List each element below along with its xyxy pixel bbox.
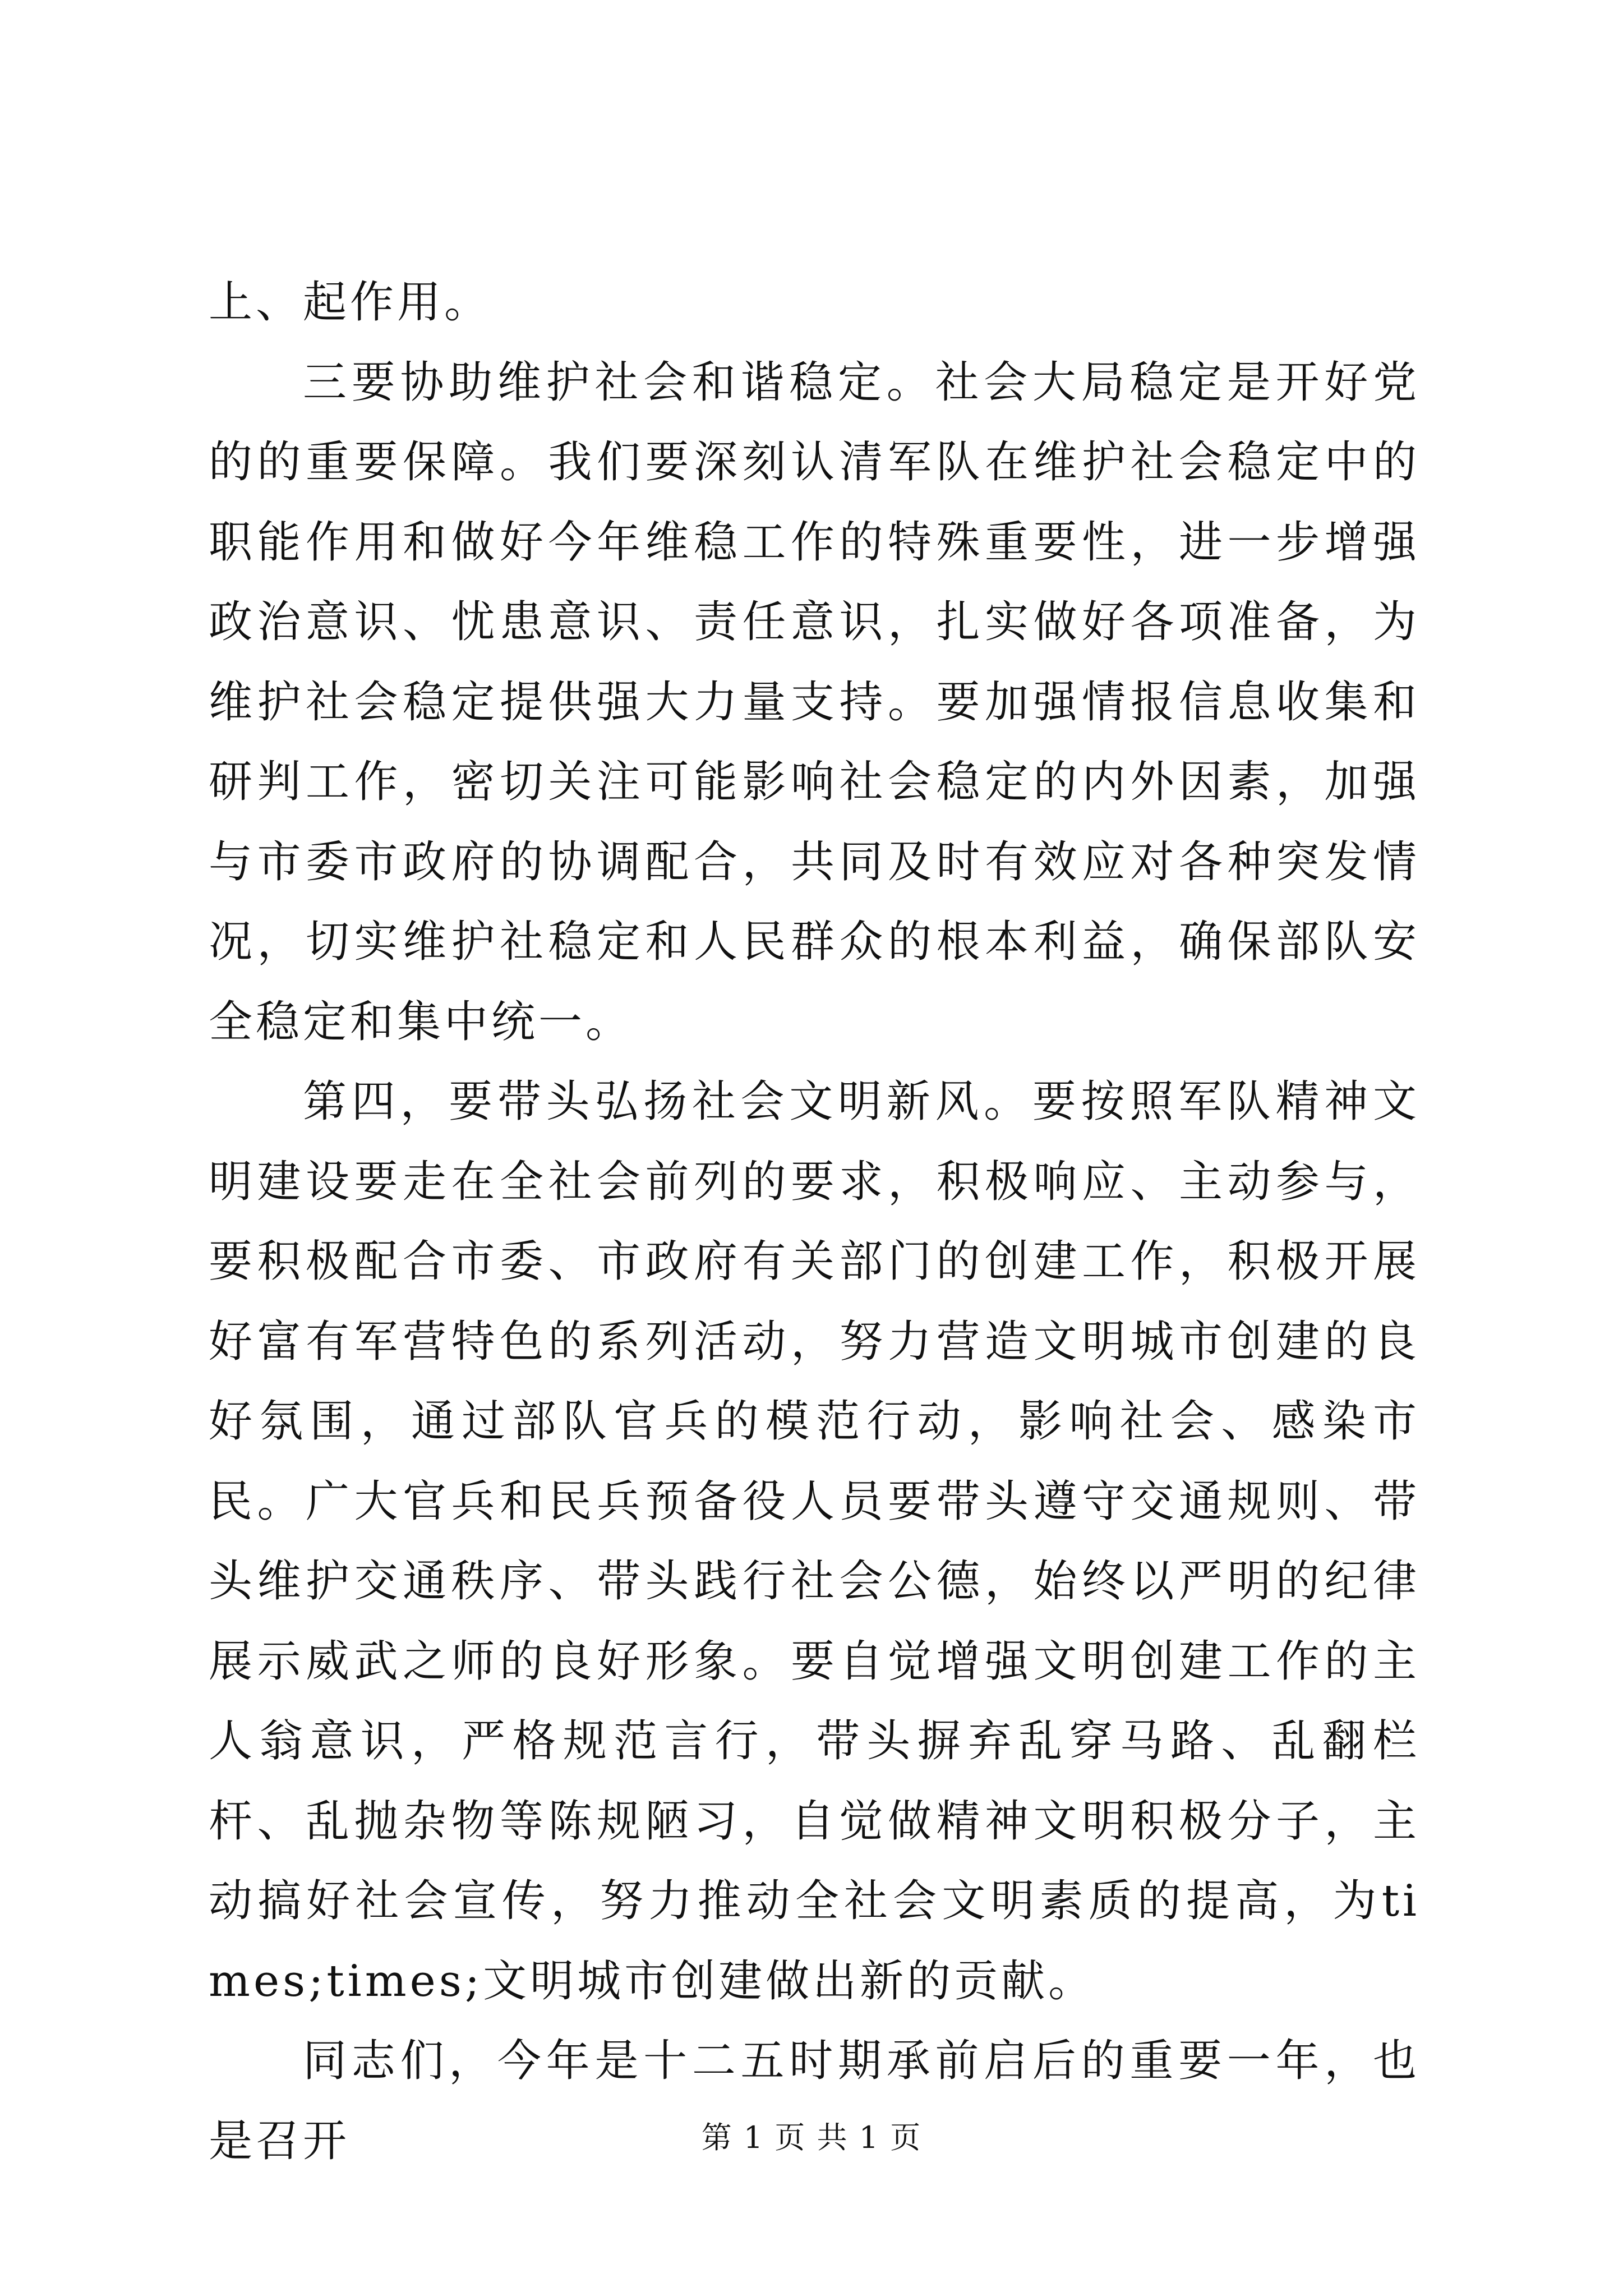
paragraph-comrades: 同志们，今年是十二五时期承前启后的重要一年，也是召开 [209,2036,1420,2166]
document-body [209,263,1420,2181]
paragraph-civilization: 第四，要带头弘扬社会文明新风。要按照军队精神文明建设要走在全社会前列的要求，积极响应、主动参与，要积极配合市委、市政府有关部门的创建工作，积极开展好富有军营特色的系列活动，努力营造文明城市创建的良好氛围，通过部队官兵的模范行动，影响社会、感染市民。广大官兵和民兵预备役人员要带头遵守交通规则、带头维护交通秩序、带头践行社会公德，始终以严明的纪律展示威武之师的良好形象。要自觉增强文明创建工作的主人翁意识，严格规范言行，带头摒弃乱穿马路、乱翻栏杆、乱抛杂物等陈规陋习，自觉做精神文明积极分子，主动搞好社会宣传，努力推动全社会文明素质的提高，为times;times;文明城市创建做出新的贡献。 [209,1076,1420,2007]
page-footer: 第 1 页 共 1 页 [701,2120,922,2155]
paragraph-social-stability: 三要协助维护社会和谐稳定。社会大局稳定是开好党的的重要保障。我们要深刻认清军队在维护社会稳定中的职能作用和做好今年维稳工作的特殊重要性，进一步增强政治意识、忧患意识、责任意识，扎实做好各项准备，为维护社会稳定提供强大力量支持。要加强情报信息收集和研判工作，密切关注可能影响社会稳定的内外因素，加强与市委市政府的协调配合，共同及时有效应对各种突发情况，切实维护社稳定和人民群众的根本利益，确保部队安全稳定和集中统一。 [209,357,1420,1047]
paragraph-continuation: 上、起作用。 [209,277,492,328]
